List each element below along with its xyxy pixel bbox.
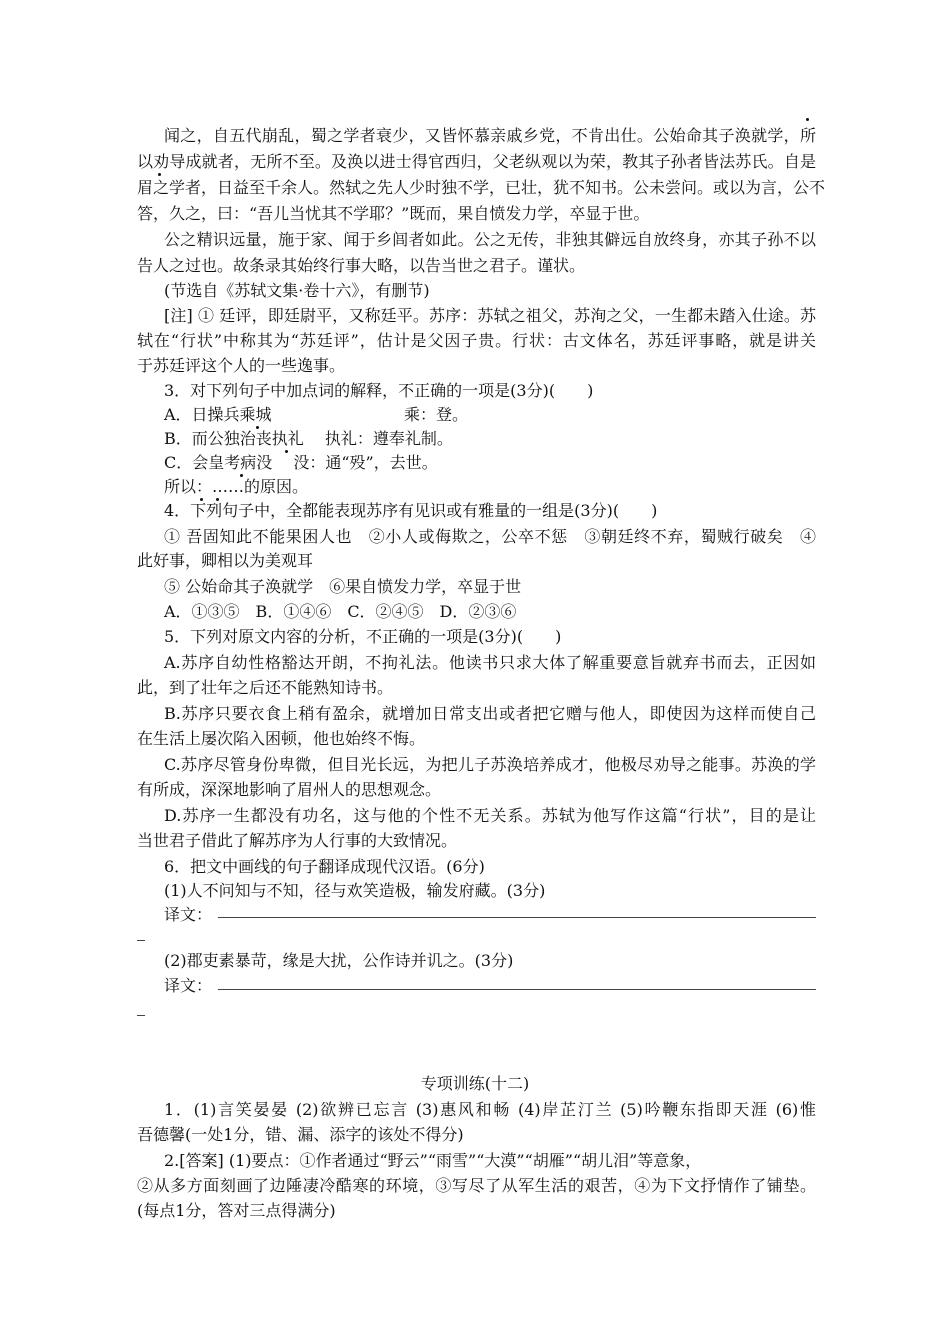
translation-answer-line[interactable] [218, 917, 816, 918]
passage-line: 以劝导成就者，无所不至。及涣以进士得官西归，父老纵观以为荣，教其子孙者皆法苏氏。自是 [137, 152, 816, 171]
q5-option-a: 此，到了壮年之后还不能熟知诗书。 [137, 678, 394, 697]
q5-option-c: C.苏序尽管身份卑微，但目光长远，为把儿子苏涣培养成才，他极尽劝导之能事。苏涣的学 [164, 755, 816, 774]
q5-option-d: 当世君子借此了解苏序为人行事的大致情况。 [137, 831, 458, 850]
passage-line: 眉之学者，日益至千余人。然轼之先人少时独不学，已壮，犹不知书。公未尝问。或以为言，公不 [137, 178, 826, 197]
answer-2-line: (每点1分，答对三点得满分) [137, 1201, 336, 1220]
note-line: 于苏廷评这个人的一些逸事。 [137, 356, 346, 375]
answers-section-title: 专项训练(十二) [420, 1074, 530, 1093]
q6-sentence-2: (2)郡吏素暴苛，缘是大扰，公作诗并讥之。(3分) [164, 951, 514, 970]
answer-1-line: 吾德馨(一处1分，错、漏、添字的该处不得分) [137, 1125, 464, 1144]
q3-option-a: A．日操兵乘城 [164, 405, 272, 424]
q4-item-line: 此好事，卿相以为美观耳 [137, 551, 314, 570]
question-3-stem: 3．对下列句子中加点词的解释，不正确的一项是(3分)( ) [164, 381, 594, 400]
question-5-stem: 5．下列对原文内容的分析，不正确的一项是(3分)( ) [164, 627, 562, 646]
emphasis-dot [256, 426, 259, 429]
translation-label: 译文： [164, 976, 213, 995]
emphasis-dot [285, 450, 288, 453]
note-line: [注] ① 廷评，即廷尉平，又称廷平。苏序：苏轼之祖父，苏洵之父，一生都未踏入仕途。苏 [164, 306, 816, 325]
translation-answer-line[interactable] [218, 989, 816, 990]
passage-line: 告人之过也。故条录其始终行事大略，以告当世之君子。谨状。 [137, 256, 586, 275]
emphasis-dot [806, 118, 809, 121]
q4-options: A．①③⑤ B．①④⑥ C．②④⑤ D．②③⑥ [164, 602, 517, 621]
q3-option-d: 所以：……的原因。 [164, 477, 309, 496]
q4-item-line: ① 吾固知此不能果困人也 ②小人或侮欺之，公卒不惩 ③朝廷终不弃，蜀贼行破矣 ④ [164, 527, 816, 546]
answer-2-line: ②从多方面刻画了边陲凄冷酷寒的环境，③写尽了从军生活的艰苦，④为下文抒情作了铺垫。 [137, 1176, 816, 1195]
answer-2-line: 2.[答案] (1)要点：①作者通过“野云”“雨雪”“大漠”“胡雁”“胡儿泪”等意象， [164, 1151, 702, 1170]
q5-option-c: 有所成，深深地影响了眉州人的思想观念。 [137, 780, 442, 799]
answer-line-continuation [137, 940, 145, 941]
q5-option-b: 在生活上屡次陷入困顿，他也始终不悔。 [137, 729, 426, 748]
question-6-stem: 6．把文中画线的句子翻译成现代汉语。(6分) [164, 857, 485, 876]
emphasis-dot [240, 474, 243, 477]
source-citation: (节选自《苏轼文集·卷十六》，有删节) [164, 281, 430, 300]
answer-1-line: 1．(1)言笑晏晏 (2)欲辨已忘言 (3)惠风和畅 (4)岸芷汀兰 (5)吟鞭东指即天涯 (6)惟 [164, 1100, 816, 1119]
passage-line: 闻之，自五代崩乱，蜀之学者衰少，又皆怀慕亲戚乡党，不肯出仕。公始命其子涣就学，所 [164, 126, 816, 145]
q5-option-b: B.苏序只要衣食上稍有盈余，就增加日常支出或者把它赠与他人，即使因为这样而使自己 [164, 704, 816, 723]
q5-option-d: D.苏序一生都没有功名，这与他的个性不无关系。苏轼为他写作这篇“行状”，目的是让 [164, 806, 816, 825]
q6-sentence-1: (1)人不问知与不知，径与欢笑造极，输发府藏。(3分) [164, 881, 546, 900]
q3-option-a-explanation: 乘：登。 [404, 405, 469, 424]
question-4-stem: 4．下列句子中，全都能表现苏序有见识或有雅量的一组是(3分)( ) [164, 501, 658, 520]
passage-line: 公之精识远量，施于家、闻于乡闾者如此。公之无传，非独其僻远自放终身，亦其子孙不以 [164, 230, 816, 249]
q3-option-c: C．会皇考病没 没：通“殁”，去世。 [164, 453, 438, 472]
note-line: 轼在“行状”中称其为“苏廷评”，估计是父因子贵。行状：古文体名，苏廷评事略，就是讲关 [137, 331, 816, 350]
passage-line: 答，久之，曰：“吾儿当忧其不学耶？”既而，果自愤发力学，卒显于世。 [137, 204, 650, 223]
q3-option-b: B．而公独治丧执礼 执礼：遵奉礼制。 [164, 429, 453, 448]
q5-option-a: A.苏序自幼性格豁达开朗，不拘礼法。他读书只求大体了解重要意旨就弃书而去，正因如 [164, 653, 816, 672]
translation-label: 译文： [164, 905, 213, 924]
emphasis-dot [158, 173, 161, 176]
q4-item-line: ⑤ 公始命其子涣就学 ⑥果自愤发力学，卒显于世 [164, 577, 522, 596]
answer-line-continuation [137, 1015, 145, 1016]
